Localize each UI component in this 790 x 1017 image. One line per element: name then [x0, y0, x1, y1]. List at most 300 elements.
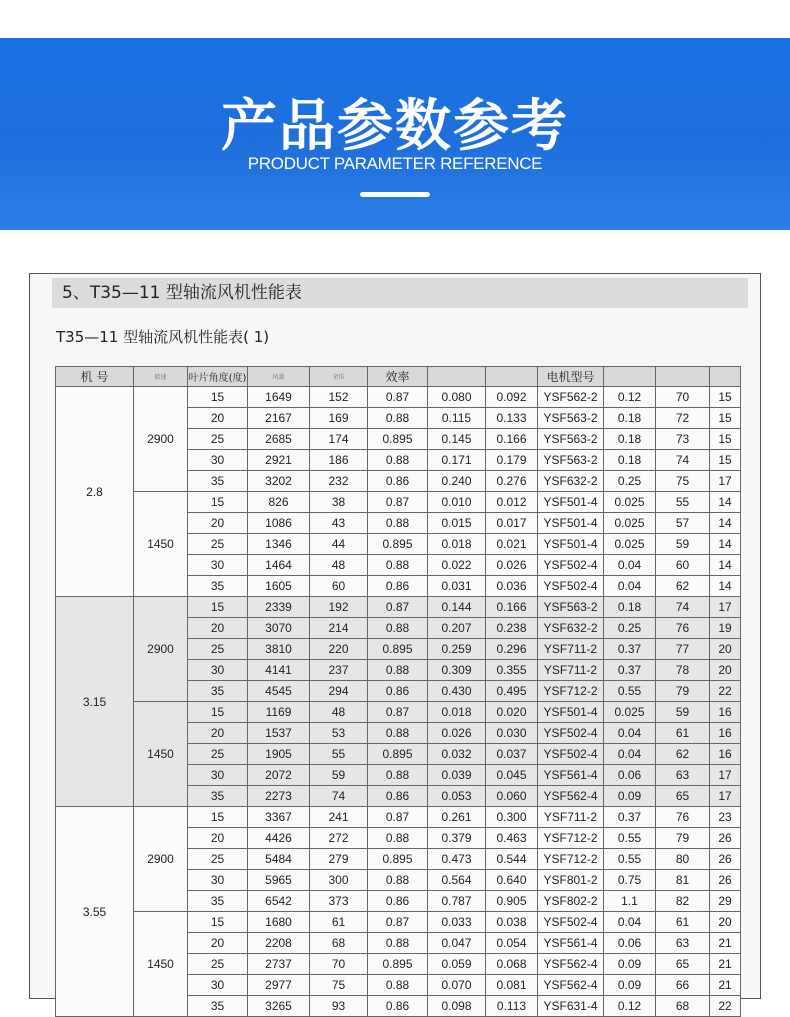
table-cell: 0.88: [368, 765, 428, 786]
table-cell: 74: [656, 597, 710, 618]
table-cell: 15: [188, 807, 248, 828]
table-cell: 3810: [248, 639, 310, 660]
table-cell: 0.640: [486, 870, 538, 891]
table-cell: 3070: [248, 618, 310, 639]
table-cell: 0.88: [368, 975, 428, 996]
table-cell: 1169: [248, 702, 310, 723]
table-cell: 186: [310, 450, 368, 471]
table-cell: 2072: [248, 765, 310, 786]
table-cell: 300: [310, 870, 368, 891]
table-cell: 75: [656, 471, 710, 492]
table-cell: 74: [310, 786, 368, 807]
table-cell: 0.87: [368, 387, 428, 408]
table-cell: 174: [310, 429, 368, 450]
table-cell: 2339: [248, 597, 310, 618]
table-cell: 241: [310, 807, 368, 828]
table-cell: 2685: [248, 429, 310, 450]
table-cell: 0.092: [486, 387, 538, 408]
table-cell: 0.026: [428, 723, 486, 744]
table-cell: 0.166: [486, 597, 538, 618]
table-cell: 22: [710, 681, 741, 702]
table-cell: YSF561-4: [538, 933, 604, 954]
table-cell: 14: [710, 534, 741, 555]
table-cell: 15: [188, 912, 248, 933]
table-cell: 0.261: [428, 807, 486, 828]
table-cell: 0.021: [486, 534, 538, 555]
banner-subtitle: PRODUCT PARAMETER REFERENCE: [247, 154, 543, 173]
table-cell: 0.309: [428, 660, 486, 681]
column-header: 转速: [134, 367, 188, 387]
table-cell: 48: [310, 555, 368, 576]
table-cell: YSF563-2: [538, 450, 604, 471]
table-cell: 0.018: [428, 534, 486, 555]
section-heading: 5、T35—11 型轴流风机性能表: [52, 278, 748, 308]
table-cell: 65: [656, 786, 710, 807]
table-cell: 43: [310, 513, 368, 534]
table-cell: 14: [710, 513, 741, 534]
table-cell: 0.025: [604, 492, 656, 513]
table-cell: 0.06: [604, 933, 656, 954]
table-cell: 0.895: [368, 639, 428, 660]
table-cell: 0.098: [428, 996, 486, 1017]
table-cell: 82: [656, 891, 710, 912]
table-cell: 0.059: [428, 954, 486, 975]
table-cell: YSF631-4: [538, 996, 604, 1017]
table-cell: 0.18: [604, 450, 656, 471]
table-cell: YSF562-4: [538, 954, 604, 975]
table-cell: 1905: [248, 744, 310, 765]
table-cell: 0.022: [428, 555, 486, 576]
table-cell: 0.038: [486, 912, 538, 933]
table-cell: 65: [656, 954, 710, 975]
table-cell: YSF562-4: [538, 975, 604, 996]
speed-cell: 1450: [134, 702, 188, 807]
table-cell: 0.86: [368, 891, 428, 912]
table-cell: 0.036: [486, 576, 538, 597]
table-cell: 0.037: [486, 744, 538, 765]
table-cell: 72: [656, 408, 710, 429]
table-cell: 0.88: [368, 408, 428, 429]
table-cell: 74: [656, 450, 710, 471]
table-cell: 214: [310, 618, 368, 639]
table-cell: 0.133: [486, 408, 538, 429]
table-cell: 169: [310, 408, 368, 429]
table-cell: 20: [188, 828, 248, 849]
table-header-row: [56, 367, 741, 387]
table-cell: 26: [710, 849, 741, 870]
table-cell: YSF561-4: [538, 765, 604, 786]
table-cell: 19: [710, 618, 741, 639]
table-cell: 53: [310, 723, 368, 744]
table-cell: YSF632-2: [538, 471, 604, 492]
table-cell: 0.895: [368, 849, 428, 870]
table-cell: 1605: [248, 576, 310, 597]
table-cell: 25: [188, 849, 248, 870]
table-cell: 0.09: [604, 975, 656, 996]
table-cell: 0.55: [604, 828, 656, 849]
table-cell: 76: [656, 618, 710, 639]
table-cell: 35: [188, 996, 248, 1017]
table-cell: YSF632-2: [538, 618, 604, 639]
table-cell: 0.113: [486, 996, 538, 1017]
table-cell: YSF711-2: [538, 807, 604, 828]
speed-cell: 1450: [134, 912, 188, 1017]
table-cell: 0.87: [368, 702, 428, 723]
table-cell: 0.047: [428, 933, 486, 954]
table-cell: 1464: [248, 555, 310, 576]
table-cell: 0.895: [368, 954, 428, 975]
table-cell: 0.026: [486, 555, 538, 576]
table-cell: 272: [310, 828, 368, 849]
table-cell: 0.025: [604, 534, 656, 555]
table-cell: 0.04: [604, 912, 656, 933]
table-cell: 66: [656, 975, 710, 996]
table-cell: YSF502-4: [538, 555, 604, 576]
table-cell: 0.018: [428, 702, 486, 723]
table-cell: 57: [656, 513, 710, 534]
table-cell: 5484: [248, 849, 310, 870]
table-cell: 0.060: [486, 786, 538, 807]
table-cell: YSF502-4: [538, 576, 604, 597]
table-cell: 0.379: [428, 828, 486, 849]
table-cell: 0.88: [368, 513, 428, 534]
table-cell: YSF711-2: [538, 660, 604, 681]
speed-cell: 2900: [134, 597, 188, 702]
table-cell: 17: [710, 786, 741, 807]
table-cell: 0.030: [486, 723, 538, 744]
table-cell: 0.04: [604, 744, 656, 765]
table-cell: YSF802-2: [538, 891, 604, 912]
table-cell: YSF501-4: [538, 492, 604, 513]
table-cell: 79: [656, 828, 710, 849]
table-cell: YSF502-4: [538, 723, 604, 744]
table-cell: 279: [310, 849, 368, 870]
table-cell: 75: [310, 975, 368, 996]
table-cell: 294: [310, 681, 368, 702]
table-cell: 15: [710, 387, 741, 408]
table-cell: 0.025: [604, 513, 656, 534]
table-cell: 30: [188, 765, 248, 786]
table-cell: 26: [710, 870, 741, 891]
table-cell: 68: [656, 996, 710, 1017]
table-cell: 2737: [248, 954, 310, 975]
header-banner: [0, 38, 790, 230]
table-cell: 0.88: [368, 828, 428, 849]
table-cell: 73: [656, 429, 710, 450]
table-cell: 59: [656, 534, 710, 555]
table-cell: 35: [188, 576, 248, 597]
table-cell: 1086: [248, 513, 310, 534]
table-cell: 15: [188, 492, 248, 513]
table-cell: 29: [710, 891, 741, 912]
table-cell: 30: [188, 975, 248, 996]
table-row: [56, 702, 741, 723]
table-cell: 0.296: [486, 639, 538, 660]
table-cell: 0.06: [604, 765, 656, 786]
table-cell: 0.020: [486, 702, 538, 723]
table-cell: 0.355: [486, 660, 538, 681]
table-cell: 21: [710, 954, 741, 975]
banner-underline: [360, 192, 430, 197]
column-header: 机 号: [56, 367, 134, 387]
table-cell: 44: [310, 534, 368, 555]
column-header: [656, 367, 710, 387]
table-cell: 17: [710, 765, 741, 786]
table-cell: 6542: [248, 891, 310, 912]
table-cell: 0.09: [604, 786, 656, 807]
table-cell: YSF501-4: [538, 513, 604, 534]
table-cell: 0.300: [486, 807, 538, 828]
table-cell: 0.86: [368, 576, 428, 597]
table-cell: 0.87: [368, 492, 428, 513]
table-cell: 35: [188, 786, 248, 807]
table-cell: 20: [710, 660, 741, 681]
machine-number-cell: 3.55: [56, 807, 134, 1017]
table-cell: YSF712-2: [538, 681, 604, 702]
table-cell: 76: [656, 807, 710, 828]
table-cell: 0.55: [604, 681, 656, 702]
table-cell: 0.88: [368, 450, 428, 471]
table-cell: 0.88: [368, 723, 428, 744]
table-cell: 20: [188, 723, 248, 744]
table-cell: 81: [656, 870, 710, 891]
table-cell: YSF712-2: [538, 849, 604, 870]
table-cell: 0.18: [604, 408, 656, 429]
table-cell: 14: [710, 492, 741, 513]
table-cell: 0.240: [428, 471, 486, 492]
table-cell: 2208: [248, 933, 310, 954]
table-cell: 0.37: [604, 660, 656, 681]
table-cell: YSF501-4: [538, 702, 604, 723]
table-cell: 70: [310, 954, 368, 975]
table-cell: 0.276: [486, 471, 538, 492]
table-cell: 62: [656, 744, 710, 765]
table-cell: 0.787: [428, 891, 486, 912]
table-cell: 0.12: [604, 996, 656, 1017]
table-cell: 0.053: [428, 786, 486, 807]
table-cell: 30: [188, 555, 248, 576]
table-cell: 0.115: [428, 408, 486, 429]
machine-number-cell: 3.15: [56, 597, 134, 807]
table-cell: 68: [310, 933, 368, 954]
column-header: 电机型号: [538, 367, 604, 387]
table-cell: 62: [656, 576, 710, 597]
table-cell: 25: [188, 534, 248, 555]
table-cell: 0.171: [428, 450, 486, 471]
table-cell: 826: [248, 492, 310, 513]
table-cell: 0.895: [368, 744, 428, 765]
table-cell: 61: [310, 912, 368, 933]
column-header: [486, 367, 538, 387]
table-cell: 0.04: [604, 576, 656, 597]
table-cell: 0.905: [486, 891, 538, 912]
table-cell: 2167: [248, 408, 310, 429]
table-cell: 78: [656, 660, 710, 681]
table-cell: 0.86: [368, 681, 428, 702]
table-cell: 17: [710, 471, 741, 492]
table-cell: 63: [656, 933, 710, 954]
table-cell: 25: [188, 954, 248, 975]
column-header: 风量: [248, 367, 310, 387]
table-cell: 1680: [248, 912, 310, 933]
table-cell: 0.86: [368, 786, 428, 807]
table-cell: 35: [188, 891, 248, 912]
spec-sheet: [29, 273, 761, 1013]
table-cell: 0.86: [368, 471, 428, 492]
table-cell: 0.37: [604, 639, 656, 660]
table-cell: 237: [310, 660, 368, 681]
table-cell: 0.09: [604, 954, 656, 975]
table-cell: YSF563-2: [538, 408, 604, 429]
table-cell: YSF801-2: [538, 870, 604, 891]
table-cell: 1346: [248, 534, 310, 555]
table-cell: 0.895: [368, 429, 428, 450]
table-cell: 0.25: [604, 471, 656, 492]
column-header: 全压: [310, 367, 368, 387]
table-cell: 35: [188, 681, 248, 702]
table-cell: 93: [310, 996, 368, 1017]
table-cell: 0.166: [486, 429, 538, 450]
table-cell: 0.87: [368, 597, 428, 618]
table-row: [56, 492, 741, 513]
table-cell: 0.895: [368, 534, 428, 555]
table-cell: 0.054: [486, 933, 538, 954]
table-cell: 20: [710, 912, 741, 933]
table-cell: 0.18: [604, 429, 656, 450]
table-cell: 30: [188, 450, 248, 471]
table-cell: 0.070: [428, 975, 486, 996]
table-cell: 2273: [248, 786, 310, 807]
table-cell: 25: [188, 639, 248, 660]
table-cell: 2977: [248, 975, 310, 996]
table-cell: 15: [188, 387, 248, 408]
table-cell: 0.495: [486, 681, 538, 702]
table-cell: 0.031: [428, 576, 486, 597]
table-cell: 3265: [248, 996, 310, 1017]
table-cell: 77: [656, 639, 710, 660]
table-cell: 35: [188, 471, 248, 492]
table-cell: 80: [656, 849, 710, 870]
table-cell: 20: [188, 933, 248, 954]
speed-cell: 2900: [134, 387, 188, 492]
table-cell: 22: [710, 996, 741, 1017]
table-cell: 61: [656, 912, 710, 933]
table-cell: 20: [188, 513, 248, 534]
table-cell: 4545: [248, 681, 310, 702]
table-cell: 21: [710, 975, 741, 996]
table-cell: 0.87: [368, 807, 428, 828]
table-cell: 79: [656, 681, 710, 702]
table-cell: 0.88: [368, 555, 428, 576]
table-cell: 0.25: [604, 618, 656, 639]
machine-number-cell: 2.8: [56, 387, 134, 597]
table-cell: 63: [656, 765, 710, 786]
table-cell: YSF502-4: [538, 912, 604, 933]
table-cell: 25: [188, 429, 248, 450]
table-cell: 14: [710, 576, 741, 597]
table-cell: 16: [710, 723, 741, 744]
table-cell: 0.88: [368, 660, 428, 681]
table-cell: 59: [656, 702, 710, 723]
table-cell: 0.463: [486, 828, 538, 849]
table-cell: 0.068: [486, 954, 538, 975]
table-cell: 16: [710, 744, 741, 765]
table-cell: YSF712-2: [538, 828, 604, 849]
speed-cell: 1450: [134, 492, 188, 597]
table-cell: 0.015: [428, 513, 486, 534]
table-cell: 15: [710, 450, 741, 471]
column-header: 叶片角度(度): [188, 367, 248, 387]
table-cell: YSF562-4: [538, 786, 604, 807]
table-cell: 0.144: [428, 597, 486, 618]
table-caption: T35—11 型轴流风机性能表( 1): [56, 328, 270, 346]
table-cell: YSF563-2: [538, 429, 604, 450]
table-cell: 16: [710, 702, 741, 723]
table-cell: 3202: [248, 471, 310, 492]
table-cell: YSF711-2: [538, 639, 604, 660]
table-cell: 0.145: [428, 429, 486, 450]
table-row: [56, 597, 741, 618]
table-cell: 0.544: [486, 849, 538, 870]
table-cell: 70: [656, 387, 710, 408]
table-cell: 4141: [248, 660, 310, 681]
table-cell: 20: [710, 639, 741, 660]
table-cell: 0.238: [486, 618, 538, 639]
table-cell: 61: [656, 723, 710, 744]
table-cell: 1649: [248, 387, 310, 408]
table-cell: 152: [310, 387, 368, 408]
table-cell: 0.75: [604, 870, 656, 891]
table-body: [56, 387, 741, 1017]
table-cell: YSF502-4: [538, 744, 604, 765]
speed-cell: 2900: [134, 807, 188, 912]
table-cell: 20: [188, 408, 248, 429]
table-cell: 0.259: [428, 639, 486, 660]
table-cell: 3367: [248, 807, 310, 828]
table-cell: 0.473: [428, 849, 486, 870]
table-cell: 0.045: [486, 765, 538, 786]
table-cell: 0.010: [428, 492, 486, 513]
table-cell: 20: [188, 618, 248, 639]
column-header: 效率: [368, 367, 428, 387]
table-cell: 0.012: [486, 492, 538, 513]
performance-table: [55, 366, 741, 1017]
table-cell: 0.017: [486, 513, 538, 534]
table-cell: 15: [710, 429, 741, 450]
table-cell: 0.564: [428, 870, 486, 891]
column-header: [604, 367, 656, 387]
table-cell: 2921: [248, 450, 310, 471]
table-cell: YSF562-2: [538, 387, 604, 408]
table-cell: 0.04: [604, 555, 656, 576]
table-cell: 14: [710, 555, 741, 576]
table-cell: 0.88: [368, 618, 428, 639]
table-cell: 15: [188, 597, 248, 618]
table-cell: 55: [310, 744, 368, 765]
table-cell: 60: [310, 576, 368, 597]
table-cell: 0.87: [368, 912, 428, 933]
table-cell: 0.081: [486, 975, 538, 996]
table-cell: 21: [710, 933, 741, 954]
table-cell: 0.080: [428, 387, 486, 408]
table-cell: 17: [710, 597, 741, 618]
column-header: [428, 367, 486, 387]
table-cell: 0.18: [604, 597, 656, 618]
table-cell: 25: [188, 744, 248, 765]
table-cell: 38: [310, 492, 368, 513]
table-cell: 0.430: [428, 681, 486, 702]
table-row: [56, 807, 741, 828]
